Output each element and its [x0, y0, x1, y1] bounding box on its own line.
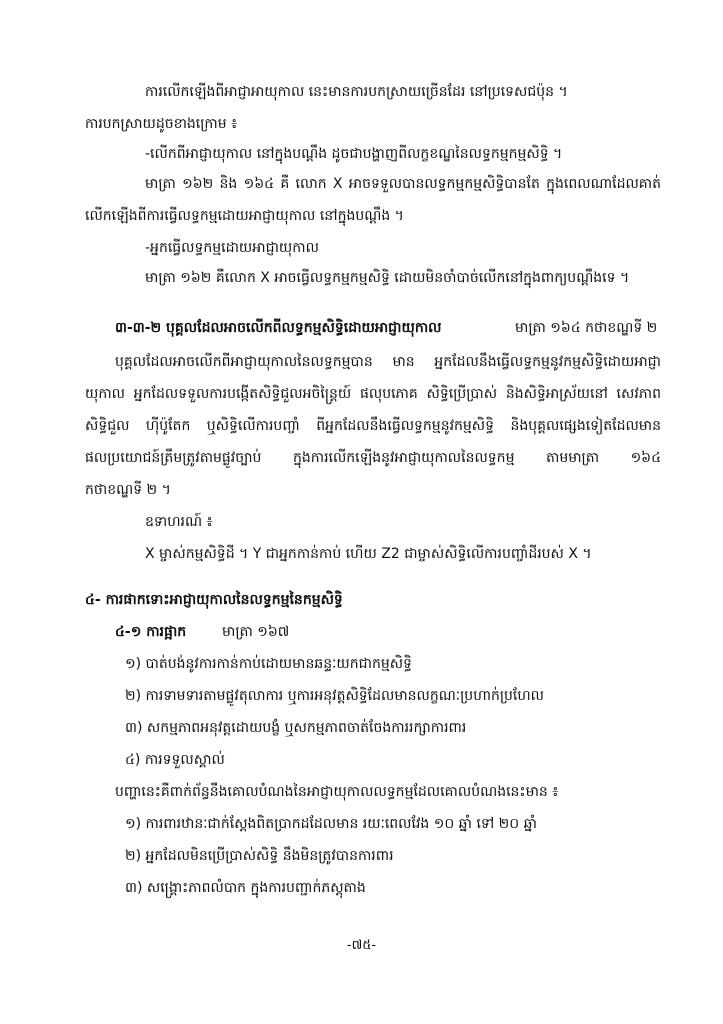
- list-item: ១) ការពារឋានៈជាក់ស្តែងពិតប្រាកដដែលមាន រយៈពេលវែង ១០ ឆ្នាំ ទៅ ២០ ឆ្នាំ: [125, 816, 537, 832]
- list-item: ១) បាត់បង់នូវការកាន់កាប់ដោយមានឆន្ទៈយកជាកម្មសិទ្ធិ: [125, 656, 412, 672]
- list-item: ៤) ការទទួលស្គាល់: [125, 752, 225, 768]
- paragraph-line: យុកាល អ្នកដែលទទួលការបង្កើតសិទ្ធិជួលអចិន្ត្រៃយ៍ ផលុបភោគ សិទ្ធិប្រើប្រាស់ និងសិទ្ធិអាស្រ័យនៅ សេវភាព: [85, 386, 661, 402]
- page-number: -៧៥-: [346, 938, 377, 953]
- paragraph-line: សិទ្ធិជួល ហ៊ីប៉ូតែក ឬសិទ្ធិលើការបញ្ចាំ ពីអ្នកដែលនឹងធ្វើលទ្ធកម្មនូវកម្មសិទ្ធិ និងបុគ្គលផ្សេងទៀតដែលមាន: [85, 418, 661, 434]
- bullet-line: -លើកពីអាជ្ញាយុកាល នៅក្នុងបណ្តឹង ដូចជាបង្ហាញពីលក្ខខណ្ឌនៃលទ្ធកម្មកម្មសិទ្ធិ ។: [145, 146, 563, 162]
- article-reference: មាត្រា ១៦៤ កថាខណ្ឌទី ២: [515, 320, 658, 336]
- paragraph-line: មាត្រា ១៦២ គឺលោក X អាចធ្វើលទ្ធកម្មកម្មសិទ្ធិ ដោយមិនចាំបាច់លើកនៅក្នុងពាក្យបណ្តឹងទេ ។: [145, 270, 630, 286]
- list-item: ៣) សង្គ្រោះភាពលំបាក ក្នុងការបញ្ជាក់ភស្តុតាង: [125, 880, 366, 896]
- example-label: ឧទាហរណ៍ ៖: [145, 514, 213, 530]
- paragraph-line: កថាខណ្ឌទី ២ ។: [85, 482, 171, 498]
- bullet-line: -អ្នកធ្វើលទ្ធកម្មដោយអាជ្ញាយុកាល: [145, 240, 319, 256]
- paragraph-line: មាត្រា ១៦២ និង ១៦៤ គឺ លោក X អាចទទួលបានលទ្ធកម្មកម្មសិទ្ធិបានតែ ក្នុងពេលណាដែលគាត់: [145, 176, 661, 192]
- paragraph-line: ការលើកឡើងពីអាជ្ញាអាយុកាល នេះមានការបកស្រាយច្រើនដែរ នៅប្រទេសជប៉ុន ។: [145, 84, 568, 100]
- article-reference: មាត្រា ១៦៧: [222, 624, 290, 640]
- paragraph-line: លើកឡើងពីការធ្វើលទ្ធកម្មដោយអាជ្ញាយុកាល នៅក្នុងបណ្តឹង ។: [85, 208, 404, 224]
- paragraph-line: ការបកស្រាយដូចខាងក្រោម ៖: [85, 116, 238, 132]
- list-item: ២) អ្នកដែលមិនប្រើប្រាស់សិទ្ធិ នឹងមិនត្រូវបានការពារ: [125, 848, 394, 864]
- section-heading-4: ៤- ការផាកទោះអាជ្ញាយុកាលនៃលទ្ធកម្មនៃកម្មសិទ្ធិ: [85, 592, 343, 608]
- list-item: ៣) សកម្មភាពអនុវត្តដោយបង្ខំ ឬសកម្មភាពចាត់ចែងការរក្សាការពារ: [125, 720, 467, 736]
- paragraph-line: បញ្ហានេះគឺពាក់ព័ន្ធនឹងគោលបំណងនៃអាជ្ញាយុកាលលទ្ធកម្មដែលគោលបំណងនេះមាន ៖: [115, 784, 559, 800]
- example-text: X ម្ចាស់កម្មសិទ្ធិដី ។ Y ជាអ្នកកាន់កាប់ ហើយ Z2 ជាម្ចាស់សិទ្ធិលើការបញ្ចាំដីរបស់ X ។: [145, 546, 592, 562]
- list-item: ២) ការទាមទារតាមផ្លូវតុលាការ ឬការអនុវត្តសិទ្ធិដែលមានលក្ខណៈប្រហាក់ប្រហែល: [125, 688, 545, 704]
- paragraph-line: បុគ្គលដែលអាចលើកពីអាជ្ញាយុកាលនៃលទ្ធកម្មបាន មាន អ្នកដែលនឹងធ្វើលទ្ធកម្មនូវកម្មសិទ្ធិដោយអាជ្ញា: [115, 354, 661, 370]
- section-heading-4-1: ៤-១ ការផ្អាក: [115, 624, 187, 640]
- section-heading-3-3-2: ៣-៣-២ បុគ្គលដែលអាចលើកពីលទ្ធកម្មសិទ្ធិដោយអាជ្ញាយុកាល: [115, 320, 442, 336]
- paragraph-line: ផលប្រយោជន៍ត្រឹមត្រូវតាមផ្លូវច្បាប់ ក្នុងការលើកឡើងនូវអាជ្ញាយុកាលនៃលទ្ធកម្ម តាមមាត្រា ១៦៤: [85, 450, 661, 466]
